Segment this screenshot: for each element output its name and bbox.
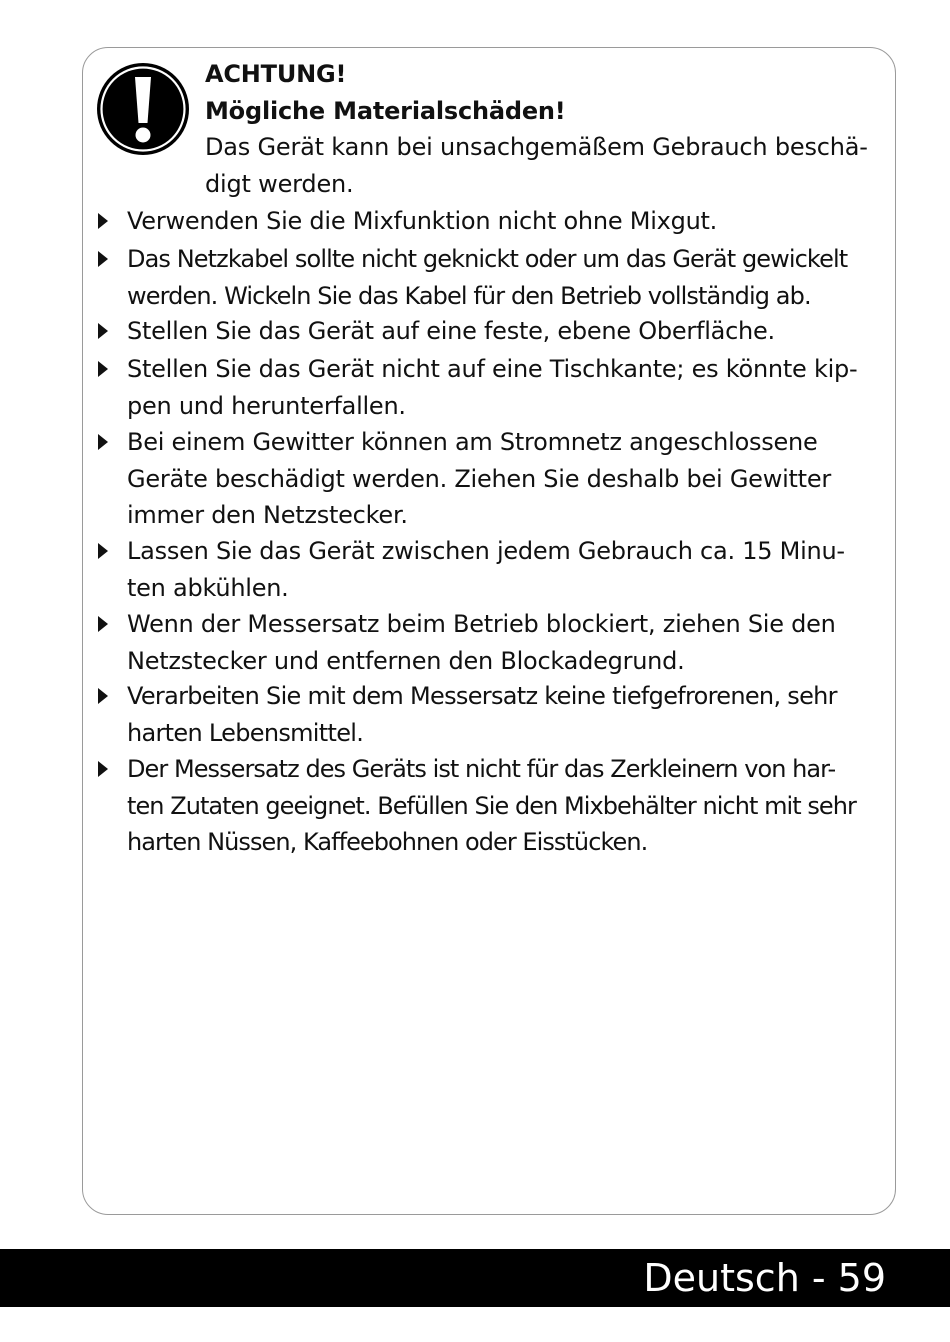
arrow-bullet-icon (97, 761, 109, 777)
warning-subtitle: Mögliche Materialschäden! (205, 96, 566, 125)
warning-body-line: digt werden. (205, 169, 354, 198)
list-item-line: Der Messersatz des Geräts ist nicht für das Zerkleinern von har- (127, 755, 836, 783)
arrow-bullet-icon (97, 251, 109, 267)
list-item-line: Stellen Sie das Gerät auf eine feste, ebene Oberfläche. (127, 317, 775, 345)
list-item-line: ten abkühlen. (127, 573, 289, 602)
list-item-line: Verarbeiten Sie mit dem Messersatz keine tiefgefrorenen, sehr (127, 682, 837, 710)
list-item-line: harten Lebensmittel. (127, 718, 364, 747)
warning-title: ACHTUNG! (205, 60, 347, 88)
list-item-line: Netzstecker und entfernen den Blockadegrund. (127, 646, 685, 675)
list-item-line: Das Netzkabel sollte nicht geknickt oder um das Gerät gewickelt (127, 245, 848, 273)
arrow-bullet-icon (97, 543, 109, 559)
arrow-bullet-icon (97, 616, 109, 632)
list-item-line: pen und herunterfallen. (127, 391, 406, 420)
list-item-line: Stellen Sie das Gerät nicht auf eine Tischkante; es könnte kip- (127, 355, 858, 383)
warning-body-line: Das Gerät kann bei unsachgemäßem Gebrauch beschä- (205, 133, 868, 161)
arrow-bullet-icon (97, 361, 109, 377)
list-item-line: werden. Wickeln Sie das Kabel für den Betrieb vollständig ab. (127, 281, 811, 310)
arrow-bullet-icon (97, 323, 109, 339)
list-item-line: Verwenden Sie die Mixfunktion nicht ohne Mixgut. (127, 207, 718, 235)
list-item-line: harten Nüssen, Kaffeebohnen oder Eisstücken. (127, 828, 648, 856)
arrow-bullet-icon (97, 434, 109, 450)
list-item-line: Wenn der Messersatz beim Betrieb blockiert, ziehen Sie den (127, 610, 836, 638)
list-item-line: Geräte beschädigt werden. Ziehen Sie deshalb bei Gewitter (127, 464, 831, 493)
list-item-line: ten Zutaten geeignet. Befüllen Sie den Mixbehälter nicht mit sehr (127, 791, 856, 820)
arrow-bullet-icon (97, 213, 109, 229)
list-item-line: immer den Netzstecker. (127, 501, 408, 529)
list-item-line: Bei einem Gewitter können am Stromnetz angeschlossene (127, 428, 818, 456)
list-item-line: Lassen Sie das Gerät zwischen jedem Gebrauch ca. 15 Minu- (127, 537, 845, 565)
page-number-label: Deutsch - 59 (643, 1256, 886, 1300)
arrow-bullet-icon (97, 688, 109, 704)
